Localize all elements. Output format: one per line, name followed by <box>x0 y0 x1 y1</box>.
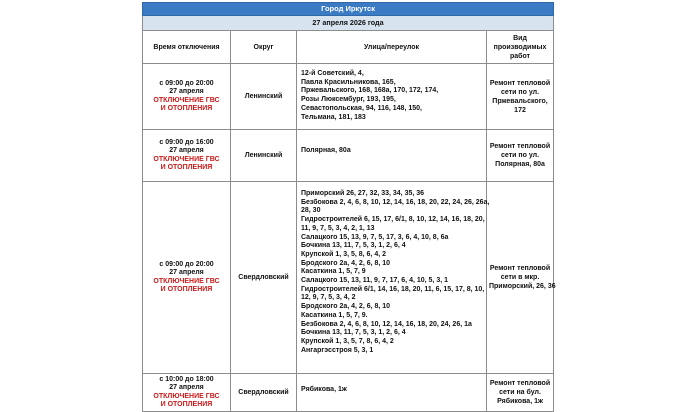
outage-time-cell <box>143 182 231 374</box>
district-cell: Ленинский <box>231 64 297 130</box>
street-line: Ангаргэсстроя 5, 3, 1 <box>301 346 374 354</box>
street-line: Гидростроителей 6, 15, 17, 6/1, 8, 10, 12, 14, 16, 18, 20, <box>301 216 485 224</box>
work-line: Рябикова, 1ж <box>497 398 543 405</box>
outage-alert: И ОТОПЛЕНИЯ <box>160 105 213 112</box>
table-row <box>143 130 554 182</box>
street-line: Полярная, 80а <box>301 147 351 154</box>
street-line: Бродского 2а, 4, 2, 6, 8, 10 <box>301 259 391 267</box>
work-line: Пржевальского, <box>492 97 548 105</box>
outage-time-cell <box>143 64 231 130</box>
outage-table <box>142 2 554 412</box>
streets-cell <box>297 182 490 374</box>
street-line: Павла Красильникова, 165, <box>301 78 396 86</box>
district-cell: Свердловский <box>231 182 297 374</box>
outage-date: 27 апреля <box>169 88 204 95</box>
street-line: Касаткина 1, 5, 7, 9 <box>301 268 366 276</box>
street-line: Касаткина 1, 5, 7, 9. <box>301 311 368 319</box>
street-line: 12-й Советский, 4, <box>301 70 364 77</box>
work-line: сети по ул. <box>501 152 540 159</box>
outage-time: с 10:00 до 18:00 <box>159 375 214 383</box>
outage-time: с 09:00 до 16:00 <box>159 138 214 146</box>
outage-alert: И ОТОПЛЕНИЯ <box>160 401 213 408</box>
header-work-line: производимых <box>493 43 547 51</box>
header-work-line: Вид <box>513 34 527 42</box>
street-line: Тельмана, 181, 183 <box>301 113 366 121</box>
city-title: Город Иркутск <box>143 3 554 16</box>
street-line: Крупской 1, 3, 5, 8, 6, 4, 2 <box>301 250 386 258</box>
street-line: Бочкина 13, 11, 7, 5, 3, 1, 2, 6, 4 <box>301 242 406 250</box>
work-line: сети по ул. <box>501 88 540 96</box>
work-line: Полярная, 80а <box>495 161 545 168</box>
work-cell <box>487 182 554 374</box>
table-row <box>143 182 554 374</box>
outage-table-container <box>142 2 556 412</box>
street-line: Безбокова 2, 4, 6, 8, 10, 12, 14, 16, 18, 20, 22, 24, 26, 26а, <box>301 198 490 206</box>
streets-cell <box>297 64 487 130</box>
street-line: Салацкого 15, 13, 9, 7, 5, 17, 3, 6, 4, 10, 8, 6а <box>301 233 449 241</box>
outage-alert: ОТКЛЮЧЕНИЕ ГВС <box>153 96 220 104</box>
outage-time-cell <box>143 130 231 182</box>
outage-date: 27 апреля <box>169 269 204 276</box>
header-work-line: работ <box>510 52 531 60</box>
outage-date: 27 апреля <box>169 147 204 154</box>
work-line: Приморский, 26, 36 <box>489 283 556 290</box>
street-line: 28, 30 <box>301 207 321 215</box>
outage-date: 27 апреля <box>169 384 204 391</box>
outage-time-cell <box>143 374 231 412</box>
outage-alert: И ОТОПЛЕНИЯ <box>160 286 213 293</box>
work-cell <box>487 374 554 412</box>
street-line: Бродского 2а, 4, 2, 6, 8, 10 <box>301 303 391 311</box>
outage-alert: ОТКЛЮЧЕНИЕ ГВС <box>153 155 220 163</box>
street-line: Приморский 26, 27, 32, 33, 34, 35, 36 <box>301 190 425 197</box>
work-cell <box>487 64 554 130</box>
street-line: Салацкого 15, 13, 11, 9, 7, 17, 6, 4, 10, 5, 3, 1 <box>301 277 448 285</box>
header-time: Время отключения <box>143 31 231 64</box>
table-row <box>143 64 554 130</box>
street-line: 11, 9, 7, 5, 3, 4, 2, 1, 13 <box>301 224 375 232</box>
outage-alert: ОТКЛЮЧЕНИЕ ГВС <box>153 392 220 400</box>
work-line: Ремонт тепловой <box>489 143 551 150</box>
street-line: 12, 9, 7, 5, 3, 4, 2 <box>301 294 356 302</box>
header-street: Улица/переулок <box>297 31 487 64</box>
street-line: Гидростроителей 6/1, 14, 16, 18, 20, 11, 6, 15, 17, 8, 10, <box>301 285 485 293</box>
outage-time: с 09:00 до 20:00 <box>159 79 214 87</box>
district-cell: Свердловский <box>231 374 297 412</box>
header-work <box>487 31 554 64</box>
header-row <box>143 31 554 64</box>
street-line: Безбокова 2, 4, 6, 8, 10, 12, 14, 16, 18, 20, 24, 26, 1а <box>301 320 472 328</box>
streets-cell <box>297 130 487 182</box>
district-cell: Ленинский <box>231 130 297 182</box>
work-line: сети на бул. <box>499 389 541 396</box>
work-line: Ремонт тепловой <box>489 380 551 387</box>
street-line: Крупской 1, 3, 5, 7, 8, 6, 4, 2 <box>301 337 394 345</box>
street-line: Розы Люксембург, 193, 195, <box>301 96 396 104</box>
outage-time: с 09:00 до 20:00 <box>159 260 214 268</box>
street-line: Рябикова, 1ж <box>301 386 347 393</box>
table-row <box>143 374 554 412</box>
work-line: Ремонт тепловой <box>489 265 551 272</box>
outage-alert: ОТКЛЮЧЕНИЕ ГВС <box>153 277 220 285</box>
work-line: Ремонт тепловой <box>489 79 551 87</box>
street-line: Пржевальского, 168, 168а, 170, 172, 174, <box>301 87 439 95</box>
work-line: сети в мкр. <box>500 274 540 281</box>
street-line: Севастопольская, 94, 116, 148, 150, <box>301 104 422 112</box>
date-title: 27 апреля 2026 года <box>143 16 554 31</box>
streets-cell <box>297 374 487 412</box>
street-line: Бочкина 13, 11, 7, 5, 3, 1, 2, 6, 4 <box>301 329 406 337</box>
outage-alert: И ОТОПЛЕНИЯ <box>160 164 213 171</box>
header-district: Округ <box>231 31 297 64</box>
work-line: 172 <box>514 106 526 114</box>
work-cell <box>487 130 554 182</box>
